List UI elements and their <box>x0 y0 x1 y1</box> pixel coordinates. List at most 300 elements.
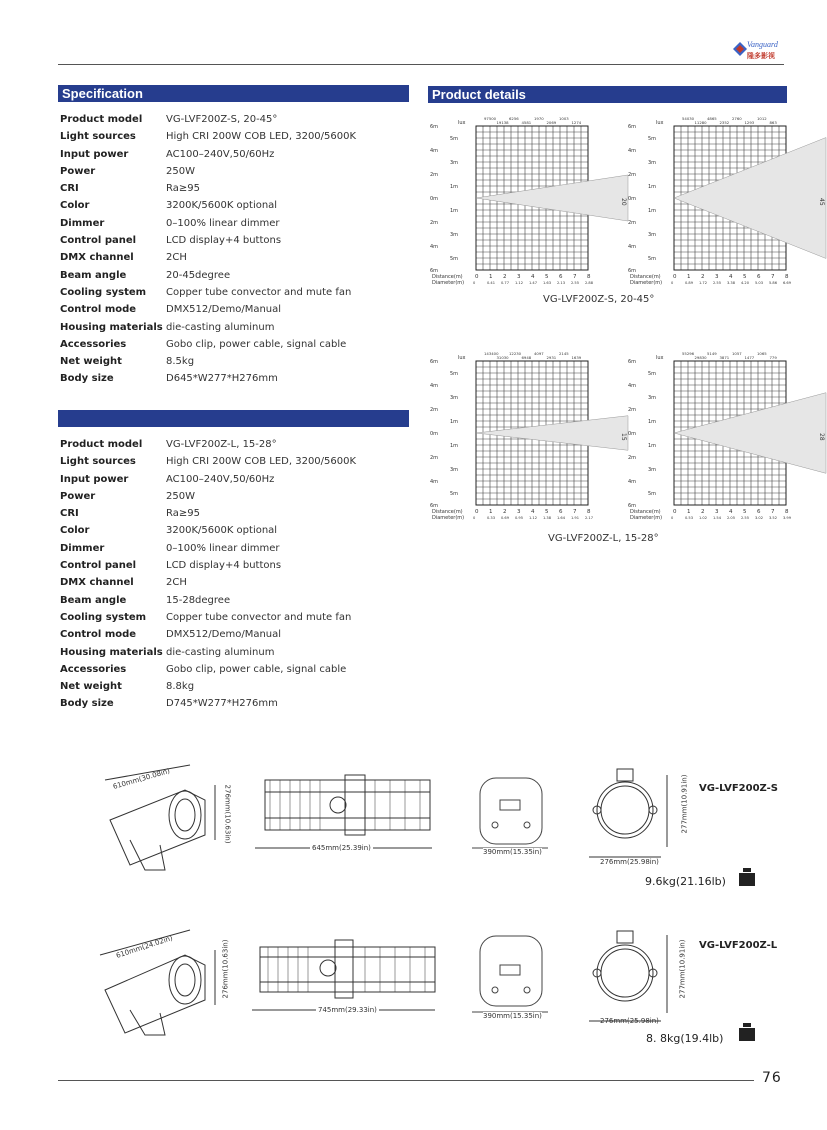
distance-value: 6 <box>559 274 563 280</box>
lux-value: 1003 <box>559 116 569 121</box>
spec-value: 250W <box>166 165 195 177</box>
spec-value: 2CH <box>166 252 187 264</box>
dim-front-height-s: 277mm(10.91in) <box>680 774 689 834</box>
y-tick-label: 6m <box>430 503 439 509</box>
distance-value: 0 <box>475 274 479 280</box>
diameter-value: 0.95 <box>515 516 524 520</box>
spec-value: 0–100% linear dimmer <box>166 542 280 554</box>
weight-l: 8. 8kg(19.4lb) <box>646 1032 724 1045</box>
lux-value: 19138 <box>496 120 509 125</box>
photometric-chart-l-15 <box>428 349 627 521</box>
y-tick-label: 1m <box>648 184 657 190</box>
dim-back-l: 390mm(15.35in) <box>483 1012 542 1020</box>
lux-value: 11280 <box>694 120 707 125</box>
spec-value: 250W <box>166 490 195 502</box>
dim-front-height-l: 277mm(10.91in) <box>678 939 687 999</box>
lux-value: 779 <box>769 355 777 360</box>
lux-label: lux <box>656 120 664 126</box>
spec-value: AC100–240V,50/60Hz <box>166 473 275 485</box>
y-tick-label: 5m <box>648 371 657 377</box>
spec-row <box>60 301 405 318</box>
distance-value: 8 <box>785 509 789 515</box>
spec-value: VG-LVF200Z-L, 15-28° <box>166 439 277 450</box>
y-tick-label: 3m <box>450 467 459 473</box>
lux-value: 12230 <box>509 351 522 356</box>
lux-label: lux <box>656 355 664 361</box>
lux-value: 1970 <box>534 116 544 121</box>
spec-row <box>60 644 405 661</box>
spec-key: Cooling system <box>60 611 147 623</box>
y-tick-label: 4m <box>430 148 439 154</box>
fixture-back-view-s <box>470 770 550 850</box>
spec-key: Input power <box>60 473 129 485</box>
y-tick-label: 2m <box>628 455 637 461</box>
footer-rule <box>58 1080 754 1081</box>
spec-key: Body size <box>60 698 114 710</box>
spec-key: Control mode <box>60 629 137 641</box>
y-tick-label: 3m <box>648 160 657 166</box>
spec-value: DMX512/Demo/Manual <box>166 304 282 316</box>
fixture-front-view-s <box>585 765 675 860</box>
spec-key: Dimmer <box>60 542 105 554</box>
model-label-s: VG-LVF200Z-S <box>699 783 778 794</box>
diameter-value: 0 <box>671 516 674 520</box>
spec-row <box>60 661 405 678</box>
distance-value: 7 <box>573 509 577 515</box>
lux-value: 1057 <box>732 351 742 356</box>
y-tick-label: 6m <box>628 359 637 365</box>
distance-label: Distance(m) <box>432 509 463 515</box>
diameter-value: 4.20 <box>741 281 750 285</box>
spec-key: Net weight <box>60 356 122 368</box>
diameter-value: 1.12 <box>515 281 524 285</box>
product-details-heading: Product details <box>428 86 787 103</box>
beam-angle-label: 20 <box>620 198 627 206</box>
spec-value: 8.8kg <box>166 681 195 693</box>
spec-row <box>60 336 405 353</box>
spec-row <box>60 540 405 557</box>
y-tick-label: 2m <box>628 220 637 226</box>
spec-row <box>60 370 405 387</box>
lux-value: 863 <box>769 120 777 125</box>
beam-angle-label: 28 <box>818 433 825 441</box>
distance-label: Distance(m) <box>432 274 463 280</box>
spec-row <box>60 180 405 197</box>
distance-value: 0 <box>673 274 677 280</box>
weight-s: 9.6kg(21.16lb) <box>645 875 726 888</box>
weight-icon <box>737 865 757 887</box>
dim-length-l: 745mm(29.33in) <box>318 1006 377 1014</box>
lux-value: 4097 <box>534 351 544 356</box>
spec-value: LCD display+4 buttons <box>166 235 282 247</box>
lux-label: lux <box>458 355 466 361</box>
y-tick-label: 2m <box>628 172 637 178</box>
spec-key: Net weight <box>60 681 122 693</box>
spec-key: Product model <box>60 114 143 125</box>
diameter-value: 6.69 <box>783 281 792 285</box>
diameter-value: 3.38 <box>727 281 736 285</box>
y-tick-label: 3m <box>648 467 657 473</box>
distance-value: 1 <box>489 274 493 280</box>
spec-key: Product model <box>60 439 143 450</box>
dim-height-l: 276mm(10.63in) <box>221 939 230 999</box>
spec-value: Copper tube convector and mute fan <box>166 611 352 623</box>
spec-value: Copper tube convector and mute fan <box>166 286 352 298</box>
diameter-value: 0 <box>473 516 476 520</box>
brand-name: Vanguard <box>747 40 778 49</box>
spec-key: CRI <box>60 183 79 195</box>
diameter-value: 5.03 <box>755 281 764 285</box>
diameter-value: 3.02 <box>755 516 764 520</box>
model-label-l: VG-LVF200Z-L <box>699 940 778 951</box>
spec-row <box>60 574 405 591</box>
diameter-value: 3.99 <box>783 516 792 520</box>
y-tick-label: 6m <box>430 268 439 274</box>
dim-front-width-s: 276mm(25.98in) <box>600 858 659 866</box>
diameter-value: 1.02 <box>699 516 708 520</box>
spec-table-l <box>60 436 405 713</box>
y-tick-label: 3m <box>450 160 459 166</box>
y-tick-label: 1m <box>648 419 657 425</box>
dim-side-s: 610mm(30.08in) <box>112 767 171 791</box>
header-rule <box>58 64 784 65</box>
y-tick-label: 4m <box>430 244 439 250</box>
y-tick-label: 5m <box>450 256 459 262</box>
y-tick-label: 5m <box>648 136 657 142</box>
y-tick-label: 3m <box>648 232 657 238</box>
diameter-label: Diameter(m) <box>630 280 663 286</box>
y-tick-label: 5m <box>450 371 459 377</box>
lux-value: 54030 <box>682 116 695 121</box>
spec-value: DMX512/Demo/Manual <box>166 629 282 641</box>
y-tick-label: 6m <box>628 124 637 130</box>
y-tick-label: 6m <box>628 503 637 509</box>
spec-key: Color <box>60 525 90 537</box>
distance-value: 6 <box>559 509 563 515</box>
specification-heading: Specification <box>58 85 409 102</box>
diameter-value: 1.63 <box>543 281 552 285</box>
distance-value: 8 <box>587 274 591 280</box>
y-tick-label: 4m <box>628 383 637 389</box>
y-tick-label: 3m <box>648 395 657 401</box>
spec-row <box>60 353 405 370</box>
spec-value: AC100–240V,50/60Hz <box>166 148 275 160</box>
section-divider-bar <box>58 410 409 427</box>
lux-value: 2760 <box>732 116 742 121</box>
y-tick-label: 1m <box>450 184 459 190</box>
diameter-value: 1.38 <box>543 516 552 520</box>
beam-cone <box>674 138 826 259</box>
spec-value: 15-28degree <box>166 594 231 606</box>
spec-value: 3200K/5600K optional <box>166 200 278 212</box>
spec-value: die-casting aluminum <box>166 321 275 333</box>
spec-value: die-casting aluminum <box>166 646 275 658</box>
y-tick-label: 4m <box>628 479 637 485</box>
diameter-value: 1.12 <box>529 516 538 520</box>
spec-key: Input power <box>60 148 129 160</box>
spec-row <box>60 284 405 301</box>
spec-value: Ra≥95 <box>166 508 200 520</box>
y-tick-label: 1m <box>450 208 459 214</box>
diameter-value: 2.17 <box>585 516 594 520</box>
y-tick-label: 0m <box>628 196 637 202</box>
y-tick-label: 6m <box>430 359 439 365</box>
spec-row <box>60 163 405 180</box>
lux-value: 31030 <box>496 355 509 360</box>
spec-row <box>60 267 405 284</box>
spec-table-s <box>60 111 405 388</box>
lux-value: 1293 <box>744 120 755 125</box>
y-tick-label: 1m <box>648 443 657 449</box>
dim-height-s: 276mm(10.63in) <box>223 784 232 844</box>
lux-value: 2931 <box>546 355 557 360</box>
distance-value: 1 <box>489 509 493 515</box>
distance-value: 4 <box>729 274 733 280</box>
diameter-value: 0.33 <box>487 516 496 520</box>
spec-row <box>60 505 405 522</box>
spec-key: Beam angle <box>60 269 127 281</box>
distance-value: 6 <box>757 509 761 515</box>
y-tick-label: 2m <box>430 455 439 461</box>
spec-row <box>60 695 405 712</box>
lux-value: 2352 <box>719 120 730 125</box>
spec-row <box>60 197 405 214</box>
distance-value: 8 <box>587 509 591 515</box>
lux-value: 6948 <box>521 355 532 360</box>
lux-value: 6256 <box>509 116 519 121</box>
distance-value: 7 <box>771 274 775 280</box>
spec-key: Housing materials <box>60 321 163 333</box>
distance-label: Distance(m) <box>630 274 661 280</box>
distance-value: 0 <box>673 509 677 515</box>
diameter-value: 0 <box>473 281 476 285</box>
distance-value: 2 <box>503 274 507 280</box>
brand-mark-icon <box>733 42 747 60</box>
brand-name-cn: 隆多影视 <box>747 53 775 60</box>
fixture-front-view-l <box>585 925 675 1025</box>
spec-key: Control panel <box>60 235 137 247</box>
fixture-top-view-s <box>250 770 440 852</box>
y-tick-label: 0m <box>628 431 637 437</box>
y-tick-label: 4m <box>430 479 439 485</box>
spec-row <box>60 453 405 470</box>
y-tick-label: 5m <box>450 491 459 497</box>
spec-key: Color <box>60 200 90 212</box>
y-tick-label: 2m <box>430 172 439 178</box>
y-tick-label: 1m <box>450 443 459 449</box>
distance-value: 3 <box>517 509 521 515</box>
spec-value: 20-45degree <box>166 269 231 281</box>
spec-value: Gobo clip, power cable, signal cable <box>166 338 347 350</box>
lux-value: 55296 <box>682 351 695 356</box>
spec-row <box>60 522 405 539</box>
diameter-value: 1.47 <box>529 281 538 285</box>
photometric-chart-l-28 <box>626 349 825 521</box>
lux-value: 1477 <box>744 355 755 360</box>
beam-angle-label: 15 <box>620 433 627 441</box>
lux-value: 3871 <box>719 355 730 360</box>
weight-icon <box>737 1020 757 1042</box>
spec-row <box>60 488 405 505</box>
distance-value: 0 <box>475 509 479 515</box>
y-tick-label: 0m <box>430 196 439 202</box>
spec-key: Dimmer <box>60 217 105 229</box>
distance-value: 7 <box>573 274 577 280</box>
spec-row <box>60 319 405 336</box>
diameter-value: 3.52 <box>769 516 778 520</box>
brand-logo <box>733 40 789 64</box>
dim-back-s: 390mm(15.35in) <box>483 848 542 856</box>
distance-value: 5 <box>545 509 549 515</box>
diameter-label: Diameter(m) <box>432 280 465 286</box>
y-tick-label: 6m <box>430 124 439 130</box>
spec-key: Power <box>60 165 96 177</box>
spec-key: Cooling system <box>60 286 147 298</box>
spec-row <box>60 111 405 128</box>
distance-value: 5 <box>545 274 549 280</box>
diameter-value: 1.64 <box>557 516 566 520</box>
lux-value: 1012 <box>757 116 767 121</box>
distance-value: 1 <box>687 274 691 280</box>
y-tick-label: 6m <box>628 268 637 274</box>
spec-key: DMX channel <box>60 252 134 264</box>
distance-value: 2 <box>503 509 507 515</box>
spec-key: Control panel <box>60 560 137 572</box>
spec-value: 3200K/5600K optional <box>166 525 278 537</box>
spec-key: Body size <box>60 373 114 385</box>
diameter-value: 0.69 <box>501 516 510 520</box>
distance-value: 5 <box>743 509 747 515</box>
spec-key: Power <box>60 490 96 502</box>
lux-value: 1274 <box>571 120 582 125</box>
dim-front-width-l: 276mm(25.98in) <box>600 1017 659 1025</box>
page-number: 76 <box>762 1070 782 1086</box>
spec-value: 0–100% linear dimmer <box>166 217 280 229</box>
lux-value: 143400 <box>484 351 499 356</box>
diameter-label: Diameter(m) <box>432 515 465 521</box>
diameter-value: 2.88 <box>585 281 594 285</box>
diameter-value: 5.86 <box>769 281 778 285</box>
diameter-value: 0 <box>671 281 674 285</box>
spec-value: 2CH <box>166 577 187 589</box>
lux-value: 4581 <box>521 120 532 125</box>
spec-row <box>60 592 405 609</box>
spec-row <box>60 626 405 643</box>
lux-value: 1065 <box>757 351 767 356</box>
lux-label: lux <box>458 120 466 126</box>
diameter-value: 0.53 <box>685 516 694 520</box>
distance-value: 4 <box>531 509 535 515</box>
y-tick-label: 4m <box>430 383 439 389</box>
chart-caption-s: VG-LVF200Z-S, 20-45° <box>543 294 655 305</box>
spec-key: CRI <box>60 508 79 520</box>
beam-cone <box>476 175 628 221</box>
spec-row <box>60 146 405 163</box>
distance-label: Distance(m) <box>630 509 661 515</box>
diameter-value: 0.41 <box>487 281 496 285</box>
spec-row <box>60 436 405 453</box>
diameter-value: 1.72 <box>699 281 708 285</box>
dim-length-s: 645mm(25.39in) <box>312 844 371 852</box>
dim-side-l: 610mm(24.02in) <box>115 934 174 960</box>
lux-value: 2145 <box>559 351 569 356</box>
diameter-value: 1.54 <box>713 516 722 520</box>
y-tick-label: 1m <box>450 419 459 425</box>
diameter-value: 1.91 <box>571 516 580 520</box>
spec-value: LCD display+4 buttons <box>166 560 282 572</box>
chart-caption-l: VG-LVF200Z-L, 15-28° <box>548 533 659 544</box>
spec-value: D745*W277*H276mm <box>166 698 278 710</box>
spec-key: Control mode <box>60 304 137 316</box>
spec-value: Ra≥95 <box>166 183 200 195</box>
lux-value: 97500 <box>484 116 497 121</box>
y-tick-label: 3m <box>450 395 459 401</box>
spec-value: High CRI 200W COB LED, 3200/5600K <box>166 131 357 143</box>
beam-cone <box>674 393 826 474</box>
distance-value: 1 <box>687 509 691 515</box>
spec-row <box>60 249 405 266</box>
y-tick-label: 4m <box>628 148 637 154</box>
lux-value: 4865 <box>707 116 717 121</box>
distance-value: 2 <box>701 509 705 515</box>
y-tick-label: 2m <box>628 407 637 413</box>
distance-value: 3 <box>517 274 521 280</box>
y-tick-label: 2m <box>430 220 439 226</box>
distance-value: 2 <box>701 274 705 280</box>
lux-value: 2069 <box>546 120 557 125</box>
distance-value: 4 <box>531 274 535 280</box>
spec-value: High CRI 200W COB LED, 3200/5600K <box>166 456 357 468</box>
spec-row <box>60 232 405 249</box>
y-tick-label: 0m <box>430 431 439 437</box>
distance-value: 3 <box>715 274 719 280</box>
spec-key: Accessories <box>60 338 127 350</box>
y-tick-label: 5m <box>648 491 657 497</box>
lux-value: 5149 <box>707 351 717 356</box>
spec-value: 8.5kg <box>166 356 195 368</box>
diameter-value: 2.55 <box>713 281 722 285</box>
distance-value: 5 <box>743 274 747 280</box>
lux-value: 29830 <box>694 355 707 360</box>
y-tick-label: 2m <box>430 407 439 413</box>
lux-value: 1639 <box>571 355 582 360</box>
spec-key: Accessories <box>60 663 127 675</box>
distance-value: 6 <box>757 274 761 280</box>
spec-key: Light sources <box>60 456 136 468</box>
diameter-value: 0.77 <box>501 281 510 285</box>
spec-key: DMX channel <box>60 577 134 589</box>
diameter-value: 0.89 <box>685 281 694 285</box>
y-tick-label: 3m <box>450 232 459 238</box>
spec-value: Gobo clip, power cable, signal cable <box>166 663 347 675</box>
distance-value: 4 <box>729 509 733 515</box>
y-tick-label: 1m <box>648 208 657 214</box>
photometric-chart-s-20 <box>428 114 627 286</box>
diameter-value: 2.55 <box>571 281 580 285</box>
distance-value: 3 <box>715 509 719 515</box>
spec-value: D645*W277*H276mm <box>166 373 278 385</box>
spec-key: Housing materials <box>60 646 163 658</box>
spec-key: Light sources <box>60 131 136 143</box>
distance-value: 7 <box>771 509 775 515</box>
distance-value: 8 <box>785 274 789 280</box>
diameter-value: 2.13 <box>557 281 566 285</box>
spec-key: Beam angle <box>60 594 127 606</box>
spec-value: VG-LVF200Z-S, 20-45° <box>166 114 278 125</box>
diameter-value: 2.55 <box>741 516 750 520</box>
spec-row <box>60 678 405 695</box>
spec-row <box>60 471 405 488</box>
